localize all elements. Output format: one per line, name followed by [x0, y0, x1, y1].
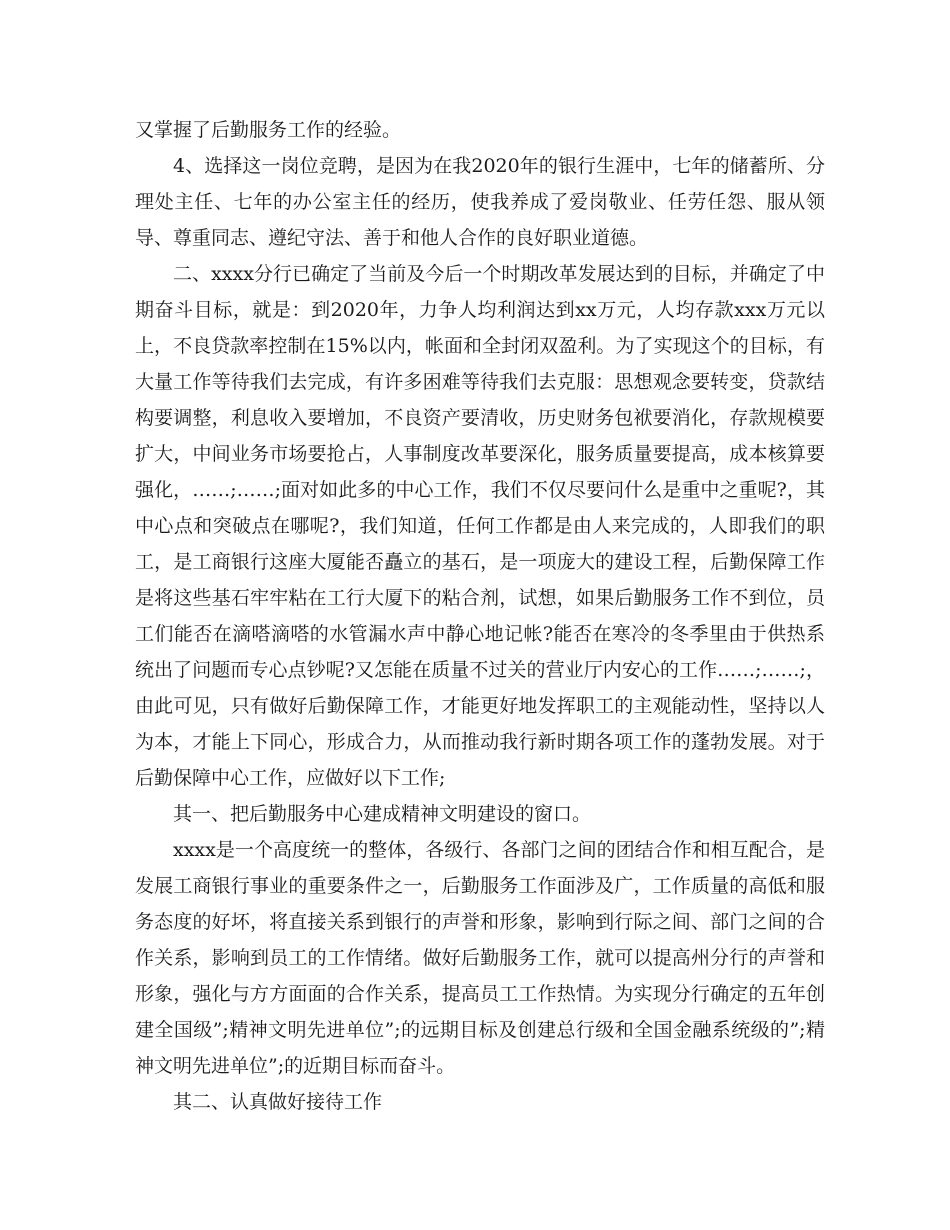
section-heading-1: 其一、把后勤服务中心建成精神文明建设的窗口。 — [173, 803, 592, 825]
paragraph-2: 4、选择这一岗位竞聘，是因为在我2020年的银行生涯中，七年的储蓄所、分理处主任、七年的办公室主任的经历，使我养成了爱岗敬业、任劳任怨、服从领导、尊重同志、遵纪守法、善于和他人合作的良好职业道德。 — [135, 155, 825, 249]
paragraph-4: xxxx是一个高度统一的整体，各级行、各部门之间的团结合作和相互配合，是发展工商银行事业的重要条件之一，后勤服务工作面涉及广，工作质量的高低和服务态度的好坏，将直接关系到银行的声誉和形象，影响到行际之间、部门之间的合作关系，影响到员工的工作情绪。做好后勤服务工作，就可以提高州分行的声誉和形象，强化与方方面面的合作关系，提高员工工作热情。为实现分行确定的五年创建全国级”;精神文明先进单位”;的远期目标及创建总行级和全国金融系统级的”;精神文明先进单位”;的近期目标而奋斗。 — [135, 839, 825, 1077]
paragraph-1: 又掌握了后勤服务工作的经验。 — [135, 119, 402, 141]
paragraph-3: 二、xxxx分行已确定了当前及今后一个时期改革发展达到的目标，并确定了中期奋斗目标，就是：到2020年，力争人均利润达到xx万元，人均存款xxx万元以上，不良贷款率控制在15%以内，帐面和全封闭双盈利。为了实现这个的目标，有大量工作等待我们去完成，有许多困难等待我们去克服：思想观念要转变，贷款结构要调整，利息收入要增加，不良资产要清收，历史财务包袱要消化，存款规模要扩大，中间业务市场要抢占，人事制度改革要深化，服务质量要提高，成本核算要强化，……;……;面对如此多的中心工作，我们不仅尽要问什么是重中之重呢?，其中心点和突破点在哪呢?，我们知道，任何工作都是由人来完成的，人即我们的职工，是工商银行这座大厦能否矗立的基石，是一项庞大的建设工程，后勤保障工作是将这些基石牢牢粘在工行大厦下的粘合剂，试想，如果后勤服务工作不到位，员工们能否在滴嗒滴嗒的水管漏水声中静心地记帐?能否在寒冷的冬季里由于供热系统出了问题而专心点钞呢?又怎能在质量不过关的营业厅内安心的工作……;……;，由此可见，只有做好后勤保障工作，才能更好地发挥职工的主观能动性，坚持以人为本，才能上下同心，形成合力，从而推动我行新时期各项工作的蓬勃发展。对于后勤保障中心工作，应做好以下工作; — [135, 263, 825, 789]
section-heading-2: 其二、认真做好接待工作 — [173, 1091, 383, 1113]
document-body — [135, 112, 825, 1120]
